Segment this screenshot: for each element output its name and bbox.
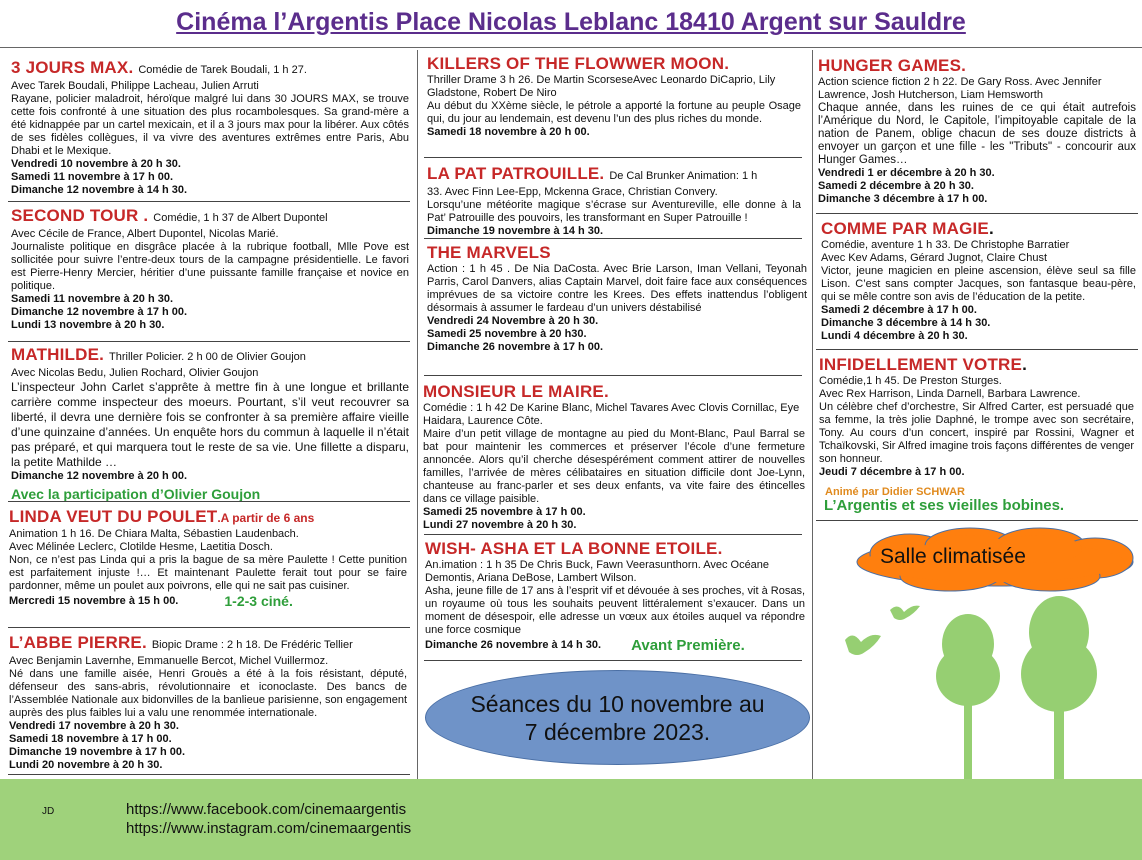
film-title: LINDA VEUT DU POULET [9,507,218,526]
film-meta: Animation 1 h 16. De Chiara Malta, Sébastien Laudenbach. [9,528,299,540]
screening-date: Vendredi 24 Novembre à 20 h 30. [427,315,599,327]
divider [424,375,802,376]
screening-date: Lundi 20 novembre à 20 h 30. [9,759,163,771]
film-meta: Comédie, 1 h 37 de Albert Dupontel [153,212,328,224]
seances-banner [425,670,810,765]
screening-date: Samedi 2 décembre à 17 h 00. [821,304,977,316]
film-meta: Thriller Drame 3 h 26. De Martin ScorseseAvec Leonardo DiCaprio, Lily Gladstone, Robert De Niro [427,74,776,99]
divider [8,627,410,628]
screening-date: Vendredi 17 novembre à 20 h 30. [9,720,179,732]
film-synopsis: L’inspecteur John Carlet s’apprête à mettre fin à une longue et brillante carrière comme inspecteur des moeurs. Pourtant, s’il veut recouvrer sa liberté, il devra une dernière fois se confronter à sa première affaire vieille d’une quinzaine d’années. Un enquête hors du commun à laquelle il n’était pas préparé, et qui marquera tout le reste de sa vie. Une fillette a disparu, la petite Mathilde … [11,380,409,469]
author-initials: JD [42,806,55,817]
screening-date: Samedi 25 novembre à 20 h30. [427,328,587,340]
screening-date: Vendredi 1 er décembre à 20 h 30. [818,167,995,179]
screening-date: Samedi 11 novembre à 20 h 30. [11,293,174,305]
film-meta: Thriller Policier. 2 h 00 de Olivier Goujon [109,351,306,363]
film-title: SECOND TOUR . [11,206,149,225]
film-meta: Comédie de Tarek Boudali, 1 h 27. [138,64,307,76]
film-synopsis: Au début du XXème siècle, le pétrole a apporté la fortune au peuple Osage qui, du jour au lendemain, est devenu l’un des plus riches du monde. [427,100,801,125]
bird-icon [843,628,883,662]
film-synopsis: Lorsqu’une météorite magique s’écrase sur Aventureville, elle donne à la Pat’ Patrouille des pouvoirs, les transformant en Super Patrouille ! [427,199,801,224]
film-cast: Avec Tarek Boudali, Philippe Lacheau, Julien Arruti [11,80,259,92]
film-synopsis: Victor, jeune magicien en pleine ascension, élève seul sa fille Lison. C’est sans compter Jacques, son fantasque beau-père, qui se mêle contre son avis de l’éducation de la petite. [821,265,1136,303]
film-pat-patrouille [427,164,801,238]
screening-date: Samedi 11 novembre à 17 h 00. [11,171,174,183]
divider [8,341,410,342]
film-meta-2: 33. Avec Finn Lee-Epp, Mckenna Grace, Christian Convery. [427,186,718,198]
screening-date: Dimanche 19 novembre à 17 h 00. [9,746,186,758]
screening-date: Dimanche 3 décembre à 17 h 00. [818,193,988,205]
film-cast: Avec Benjamin Lavernhe, Emmanuelle Bercot, Michel Vuillermoz. [9,655,329,667]
tree-icon [1016,594,1106,782]
film-title: MATHILDE. [11,345,105,364]
film-hunger-games [818,56,1136,206]
ciné-badge: 1-2-3 ciné. [224,593,293,608]
film-synopsis: Chaque année, dans les ruines de ce qui était autrefois l’Amérique du Nord, le Capitole, l’impitoyable capitale de la nation de Panem, oblige chacun de ses douze districts à envoyer un garçon et une fille - les "Tributs" - concourir aux Hunger Games… [818,102,1136,166]
film-meta: An.imation : 1 h 35 De Chris Buck, Fawn Veerasunthorn. Avec Océane Demontis, Ariana DeBose, Lambert Wilson. [425,559,770,584]
screening-date: Dimanche 26 novembre à 14 h 30. [425,639,602,651]
divider [424,157,802,158]
film-cast: Avec Nicolas Bedu, Julien Rochard, Olivier Goujon [11,367,259,379]
tree-icon [930,610,1010,782]
film-meta: Action science fiction 2 h 22. De Gary Ross. Avec Jennifer Lawrence, Josh Hutcherson, Liam Hemsworth [818,76,1102,101]
film-infidellement-votre: INFIDELLEMENT VOTRE. Comédie,1 h 45. De Preston Sturges. Avec Rex Harrison, Linda Darnell, Barbara Lawrence. Un célèbre chef d’orchestre, Sir Alfred Carter, est persuadé que sa femme, la très jolie Daphné, le trompe avec son secrétaire, Tony. Au cours d’un concert, inspiré par Rossini, Wagner et Tchaïkovski, Sir Alfred imagine trois façons différentes de venger son honneur. Jeudi 7 décembre à 17 h 00. [819,355,1134,478]
divider [816,520,1138,521]
film-meta: Comédie, aventure 1 h 33. De Christophe Barratier [821,239,1070,251]
salle-climatisee: Salle climatisée [880,545,1026,568]
screening-date: Dimanche 3 décembre à 14 h 30. [821,317,991,329]
film-cast: Avec Mélinée Leclerc, Clotilde Hesme, Laetitia Dosch. [9,541,273,553]
film-synopsis: Un célèbre chef d’orchestre, Sir Alfred Carter, est persuadé que sa femme, la très jolie Daphné, le trompe avec son secrétaire, Tony. Au cours d’un concert, inspiré par Rossini, Wagner et Tchaïkovski, Sir Alfred imagine trois façons différentes de venger son honneur. [819,401,1134,465]
film-second-tour [11,206,409,332]
divider [424,238,802,239]
film-synopsis: Asha, jeune fille de 17 ans à l’esprit vif et dévouée à ses proches, vit à Rosas, un royaume où tous les souhaits peuvent littéralement s’exaucer. Dans un moment de désespoir, elle adresse un vœux aux étoiles auquel va répondre une force cosmique [425,585,805,636]
screening-date: Dimanche 12 novembre à 14 h 30. [11,184,188,196]
film-meta: Comédie,1 h 45. De Preston Sturges. [819,375,1002,387]
film-title: THE MARVELS [427,243,551,262]
divider [424,660,802,661]
film-meta: Biopic Drame : 2 h 18. De Frédéric Tellier [151,639,353,651]
film-wish [425,539,805,652]
avant-premiere-badge: Avant Première. [631,637,745,652]
screening-date: Dimanche 19 novembre à 14 h 30. [427,225,604,237]
film-cast: Avec Kev Adams, Gérard Jugnot, Claire Chust [821,252,1048,264]
film-cast: Avec Cécile de France, Albert Dupontel, Nicolas Marié. [11,228,279,240]
screening-date: Dimanche 12 novembre à 17 h 00. [11,306,188,318]
screening-date: Vendredi 10 novembre à 20 h 30. [11,158,181,170]
column-separator [812,50,813,779]
screening-date: Jeudi 7 décembre à 17 h 00. [819,466,965,478]
film-title: COMME PAR MAGIE [821,219,989,238]
screening-date: Dimanche 12 novembre à 20 h 00. [11,470,188,482]
film-title: INFIDELLEMENT VOTRE [819,355,1023,374]
page-header [0,0,1142,48]
divider [816,213,1138,214]
film-cast: Avec Rex Harrison, Linda Darnell, Barbara Lawrence. [819,388,1081,400]
film-title: LA PAT PATROUILLE. [427,164,605,183]
film-3-jours-max [11,58,409,197]
facebook-link[interactable]: https://www.facebook.com/cinemaargentis [126,801,407,818]
film-meta: Comédie : 1 h 42 De Karine Blanc, Michel Tavares Avec Clovis Cornillac, Eye Haidara, Laurence Côte. [423,402,800,427]
screening-date: Samedi 2 décembre à 20 h 30. [818,180,974,192]
film-title: WISH- ASHA ET LA BONNE ETOILE. [425,539,723,558]
divider [816,349,1138,350]
divider [8,201,410,202]
film-title: KILLERS OF THE FLOWWER MOON. [427,54,730,73]
column-separator [417,50,418,779]
film-synopsis: Journaliste politique en disgrâce placée à la rubrique football, Mlle Pove est sollicitée pour suivre l’entre-deux tours de la campagne présidentielle. Le favori est Pierre-Henry Mercier, héritier d’une puissante famille française et novice en politique. [11,241,409,292]
divider [8,774,410,775]
guest-note: Avec la participation d’Olivier Goujon [11,486,261,501]
film-title: L’ABBE PIERRE. [9,633,147,652]
divider [8,501,410,502]
film-linda [9,507,407,608]
film-mathilde [11,345,409,501]
bird-icon [888,600,922,628]
screening-date: Mercredi 15 novembre à 15 h 00. [9,595,179,607]
film-killers [427,54,801,139]
film-synopsis: Maire d’un petit village de montagne au pied du Mont-Blanc, Paul Barral se bat pour maintenir les commerces et préserver l’école d’une fermeture annoncée. Alors qu’il cherche désespérément comment attirer de nouvelles familles, l’arrivée de mères célibataires en situation difficile dont Joe-Lynn, chanteuse au franc-parler et ses deux enfants, va vite faire des étincelles dans ce village paisible. [423,428,805,505]
film-title: MONSIEUR LE MAIRE. [423,382,609,401]
screening-date: Dimanche 26 novembre à 17 h 00. [427,341,604,353]
film-synopsis: Non, ce n’est pas Linda qui a pris la bague de sa mère Paulette ! Cette punition est parfaitement injuste !… Et maintenant Paulette ferait tout pour se faire pardonner, même un poulet aux poivrons, elle qui ne sait pas cuisiner. [9,554,407,592]
seances-text: Séances du 10 novembre au 7 décembre 2023. [470,690,765,745]
screening-date: Samedi 25 novembre à 17 h 00. [423,506,586,518]
screening-date: Lundi 27 novembre à 20 h 30. [423,519,577,531]
film-abbe-pierre [9,633,407,772]
screening-date: Lundi 13 novembre à 20 h 30. [11,319,165,331]
age-note: .A partir de 6 ans [217,511,315,525]
divider [424,534,802,535]
film-monsieur-le-maire [423,382,805,532]
film-meta: De Cal Brunker Animation: 1 h [609,170,758,182]
film-comme-par-magie: COMME PAR MAGIE. Comédie, aventure 1 h 33. De Christophe Barratier Avec Kev Adams, Gérard Jugnot, Claire Chust Victor, jeune magicien en pleine ascension, élève seul sa fille Lison. C’est sans compter Jacques, son fantasque beau-père, qui se mêle contre son avis de l’éducation de la petite. Samedi 2 décembre à 17 h 00. Dimanche 3 décembre à 14 h 30. Lundi 4 décembre à 20 h 30. [821,219,1136,342]
film-the-marvels [427,243,807,354]
vieilles-bobines-title: L’Argentis et ses vieilles bobines. [824,497,1065,514]
film-title: HUNGER GAMES. [818,56,967,75]
film-synopsis: Action : 1 h 45 . De Nia DaCosta. Avec Brie Larson, Iman Vellani, Teyonah Parris, Carol Danvers, alias Captain Marvel, doit faire face aux conséquences imprévues de sa victoire contre les Krees. Des effets inattendus l’obligent désormais à assumer le fardeau d’un univers déstabilisé [427,263,807,314]
film-synopsis: Né dans une famille aisée, Henri Grouès a été à la fois résistant, député, défenseur des sans-abris, révolutionnaire et iconoclaste. Des bancs de l’Assemblée Nationale aux bidonvilles de la banlieue parisienne, son engagement auprès des plus faibles lui a valu une renommée internationale. [9,668,407,719]
film-title: 3 JOURS MAX. [11,58,134,77]
instagram-link[interactable]: https://www.instagram.com/cinemaargentis [126,820,412,837]
screening-date: Samedi 18 novembre à 17 h 00. [9,733,172,745]
animated-by: Animé par Didier SCHWAR [825,486,965,498]
film-synopsis: Rayane, policier maladroit, héroïque malgré lui dans 30 JOURS MAX, se trouve cette fois confronté à une situation des plus rocambolesques. Sa grand-mère a été kidnappée par un cartel mexicain, et il a 3 jours max pour la libérer. Aux côtés de ses fidèles collègues, il va vivre des aventures extrêmes entre Paris, Abu Dhabi et le Mexique. [11,93,409,157]
page-title: Cinéma l’Argentis Place Nicolas Leblanc 18410 Argent sur Sauldre [176,8,966,36]
screening-date: Samedi 18 novembre à 20 h 00. [427,126,590,138]
screening-date: Lundi 4 décembre à 20 h 30. [821,330,968,342]
